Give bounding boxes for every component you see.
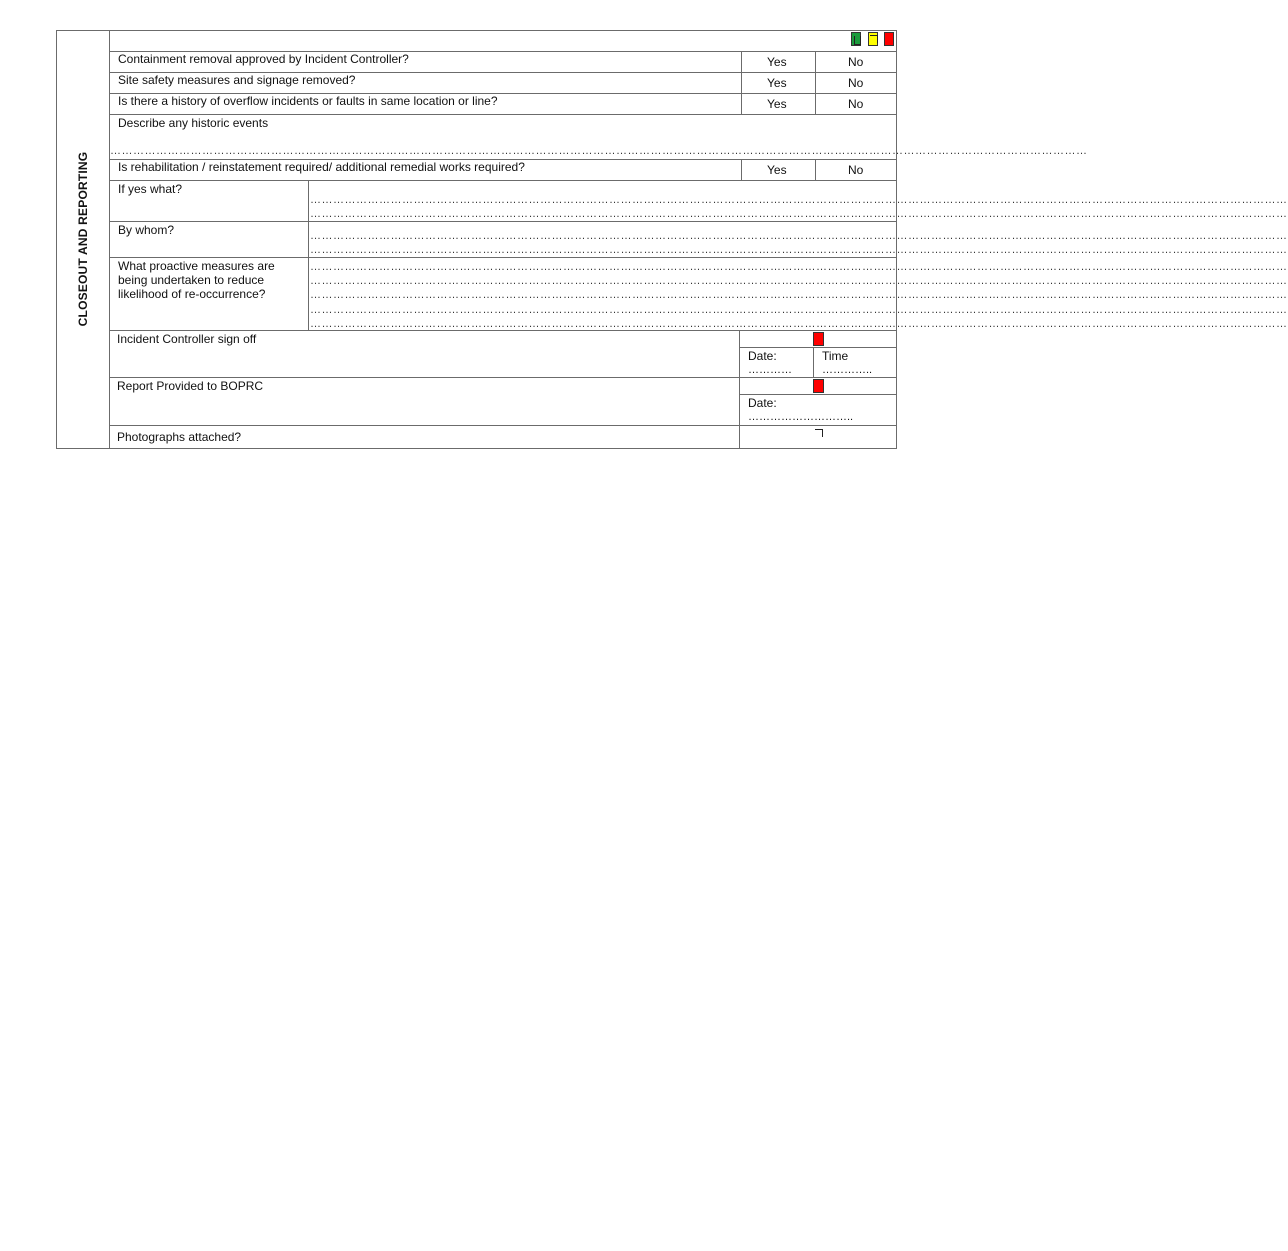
yes-option[interactable]: Yes bbox=[767, 97, 787, 111]
yellow-corner-icon bbox=[870, 35, 878, 43]
if-yes-what-field-line[interactable]: ………………………………………………………………………………………………………………………………………………………………………………………………………………………………… bbox=[310, 208, 1288, 220]
proactive-measures-field-line[interactable]: ………………………………………………………………………………………………………………………………………………………………………………………………………………………………… bbox=[310, 318, 1288, 330]
question-describe-historic: Describe any historic events bbox=[118, 116, 269, 130]
time-label: Time bbox=[822, 349, 849, 363]
question-containment-removal: Containment removal approved by Incident Controller? bbox=[118, 52, 409, 66]
question-photographs: Photographs attached? bbox=[117, 430, 242, 444]
question-history-overflow: Is there a history of overflow incidents or faults in same location or line? bbox=[118, 94, 498, 108]
by-whom-field-line[interactable]: ………………………………………………………………………………………………………………………………………………………………………………………………………………………………… bbox=[310, 230, 1288, 242]
signoff-status-checkbox[interactable] bbox=[813, 332, 824, 346]
status-red-box bbox=[884, 32, 894, 46]
if-yes-what-field-line[interactable]: ………………………………………………………………………………………………………………………………………………………………………………………………………………………………… bbox=[310, 194, 1288, 206]
no-option[interactable]: No bbox=[848, 97, 864, 111]
no-option[interactable]: No bbox=[848, 76, 864, 90]
date-label: Date: bbox=[748, 349, 777, 363]
signoff-date-field[interactable]: ………… bbox=[748, 364, 792, 376]
signoff-time-field[interactable]: ………….. bbox=[822, 364, 873, 376]
date-label: Date: bbox=[748, 396, 777, 410]
report-date-field[interactable]: ……………………….. bbox=[748, 411, 854, 423]
status-yellow-box bbox=[868, 32, 878, 46]
question-site-safety: Site safety measures and signage removed? bbox=[118, 73, 356, 87]
report-status-checkbox[interactable] bbox=[813, 379, 824, 393]
no-option[interactable]: No bbox=[848, 163, 864, 177]
question-report-provided: Report Provided to BOPRC bbox=[117, 379, 264, 393]
photographs-checkbox-icon[interactable] bbox=[815, 429, 823, 437]
yes-option[interactable]: Yes bbox=[767, 76, 787, 90]
proactive-measures-field-line[interactable]: ………………………………………………………………………………………………………………………………………………………………………………………………………………………………… bbox=[310, 261, 1288, 273]
yes-option[interactable]: Yes bbox=[767, 163, 787, 177]
proactive-measures-field-line[interactable]: ………………………………………………………………………………………………………………………………………………………………………………………………………………………………… bbox=[310, 275, 1288, 287]
no-option[interactable]: No bbox=[848, 55, 864, 69]
question-by-whom: By whom? bbox=[118, 223, 175, 237]
by-whom-field-line[interactable]: ………………………………………………………………………………………………………………………………………………………………………………………………………………………………… bbox=[310, 244, 1288, 256]
proactive-measures-field-line[interactable]: ………………………………………………………………………………………………………………………………………………………………………………………………………………………………… bbox=[310, 304, 1288, 316]
historic-events-field[interactable]: ………………………………………………………………………………………………………………………………………………………………………………………………………………………………… bbox=[110, 145, 1088, 157]
question-incident-controller-signoff: Incident Controller sign off bbox=[117, 332, 257, 346]
status-green-box bbox=[851, 32, 861, 46]
proactive-measures-field-line[interactable]: ………………………………………………………………………………………………………………………………………………………………………………………………………………………………… bbox=[310, 289, 1288, 301]
question-rehabilitation: Is rehabilitation / reinstatement required/ additional remedial works required? bbox=[118, 160, 525, 174]
question-if-yes-what: If yes what? bbox=[118, 182, 183, 196]
section-title: CLOSEOUT AND REPORTING bbox=[76, 151, 90, 327]
green-checkbox-icon bbox=[854, 36, 861, 45]
yes-option[interactable]: Yes bbox=[767, 55, 787, 69]
question-proactive-measures: What proactive measures are being undertaken to reduce likelihood of re-occurrence? bbox=[118, 259, 275, 301]
